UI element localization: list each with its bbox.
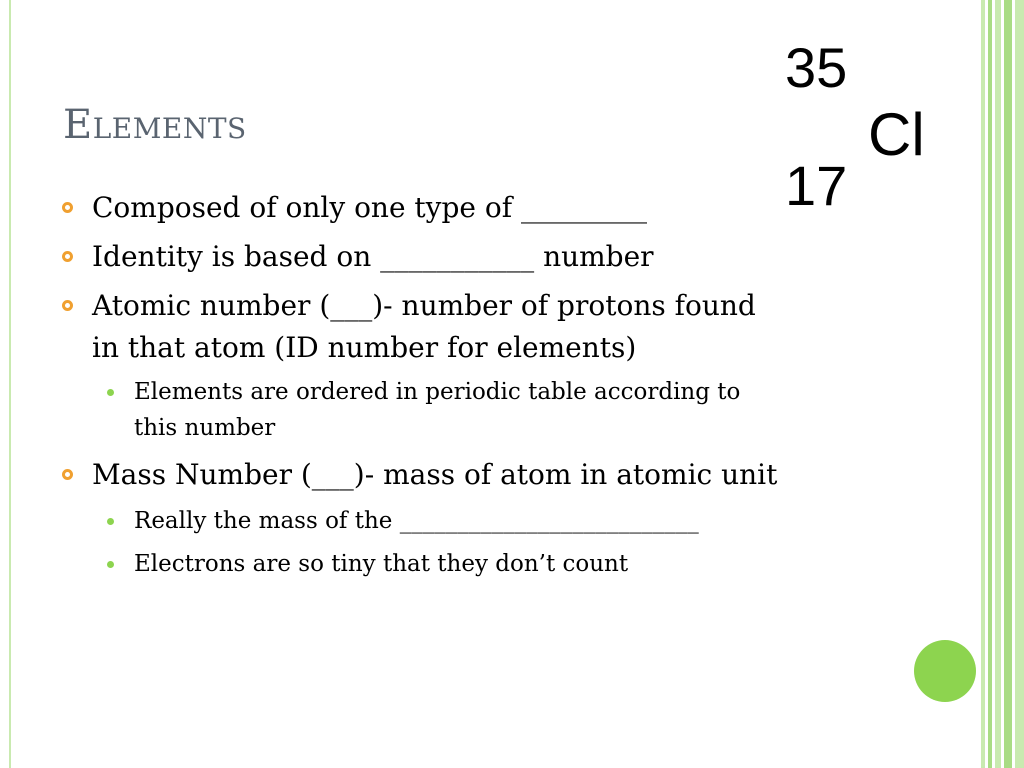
bullet-line: Elements are ordered in periodic table according to <box>134 379 741 405</box>
sub-bullet-dot-icon <box>107 561 114 568</box>
right-stripe-3 <box>995 0 1001 768</box>
element-symbol: Cl <box>868 101 925 168</box>
sub-bullet-dot-icon <box>107 518 114 525</box>
element-mass-number: 35 <box>785 36 848 99</box>
element-atomic-number: 17 <box>785 154 848 217</box>
bullet-line: in that atom (ID number for elements) <box>92 331 637 364</box>
right-stripe-5 <box>1015 0 1024 768</box>
bullet-marker-icon <box>62 300 73 311</box>
sub-bullet-dot-icon <box>107 389 114 396</box>
sub-bullet-mass-of-the <box>134 503 699 539</box>
bullet-line: Electrons are so tiny that they don’t count <box>134 551 629 577</box>
bullet-line: Really the mass of the __________________________ <box>134 508 699 534</box>
bullet-line: this number <box>134 415 276 441</box>
bullet-line: Composed of only one type of _________ <box>92 191 648 224</box>
bullet-marker-icon <box>62 202 73 213</box>
right-stripe-1 <box>981 0 985 768</box>
right-stripe-2 <box>988 0 992 768</box>
decorative-green-circle <box>914 640 976 702</box>
bullet-atomic-number <box>92 285 756 369</box>
bullet-line: Atomic number (___)- number of protons found <box>92 289 756 322</box>
bullet-marker-icon <box>62 469 73 480</box>
bullet-line: Identity is based on ___________ number <box>92 240 654 273</box>
sub-bullet-periodic-order <box>134 374 740 446</box>
sub-bullet-electrons <box>134 546 628 582</box>
right-stripe-4 <box>1004 0 1012 768</box>
slide-title: Elements <box>63 102 247 148</box>
bullet-composed <box>92 187 647 229</box>
bullet-identity <box>92 236 654 278</box>
bullet-marker-icon <box>62 251 73 262</box>
bullet-mass-number <box>92 454 777 496</box>
bullet-line: Mass Number (___)- mass of atom in atomic unit <box>92 458 778 491</box>
left-border-rule <box>9 0 11 768</box>
